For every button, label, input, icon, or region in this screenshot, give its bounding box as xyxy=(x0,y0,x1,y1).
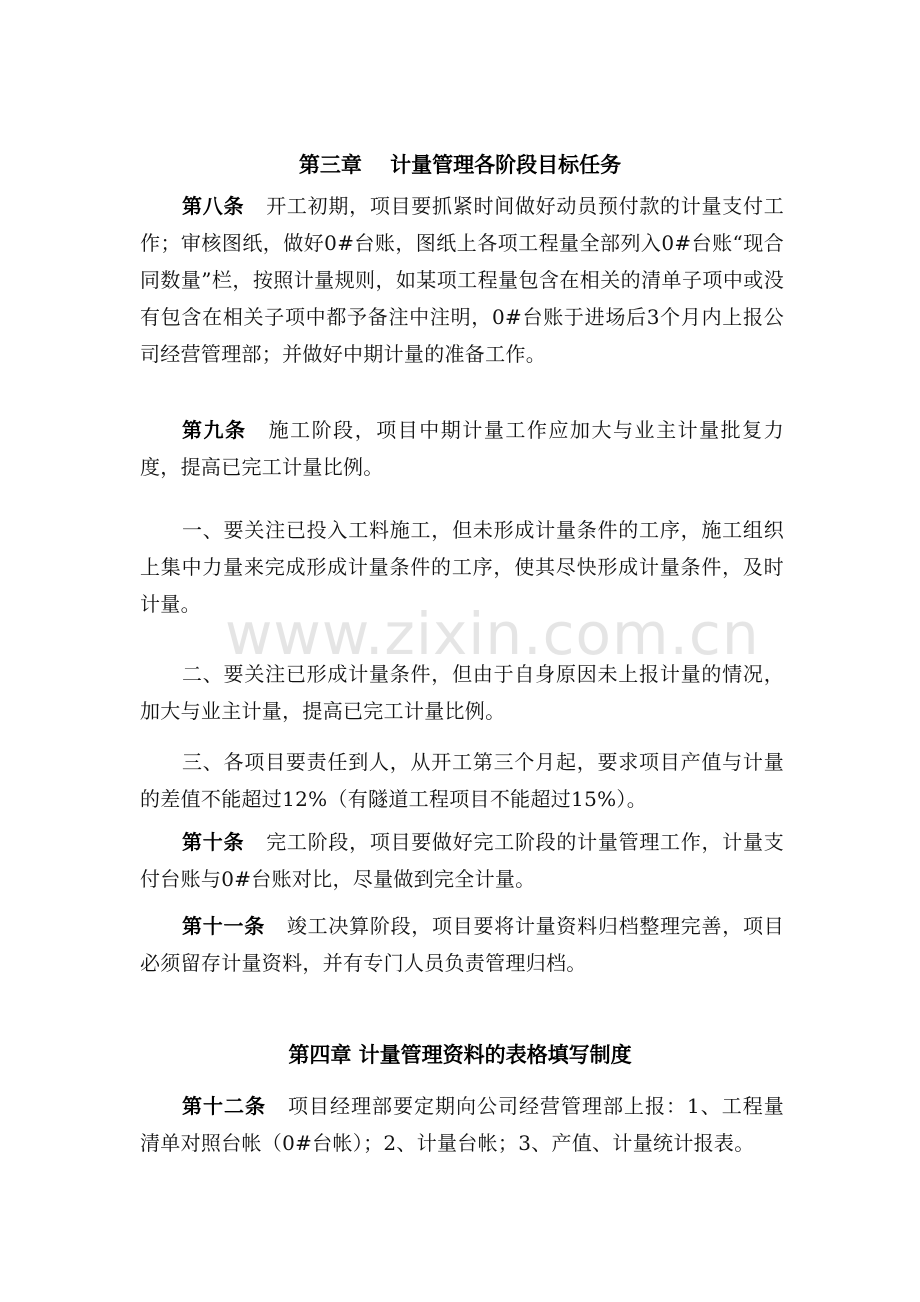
article-9 xyxy=(140,412,784,486)
watermark: www.zixin.com.cn xyxy=(225,600,760,668)
article-11 xyxy=(140,908,784,982)
article-9-item-2: 二、要关注已形成计量条件，但由于自身原因未上报计量的情况，加大与业主计量，提高已完工计量比例。 xyxy=(140,662,784,723)
chapter-4-heading: 第四章 计量管理资料的表格填写制度 xyxy=(288,1043,632,1067)
article-10-label: 第十条 xyxy=(182,830,245,854)
article-8-label: 第八条 xyxy=(182,194,245,218)
article-10-text: 完工阶段，项目要做好完工阶段的计量管理工作，计量支付台账与0#台账对比，尽量做到完全计量。 xyxy=(140,830,785,891)
article-11-text: 竣工决算阶段，项目要将计量资料归档整理完善，项目必须留存计量资料，并有专门人员负责管理归档。 xyxy=(140,914,784,975)
article-12 xyxy=(140,1088,784,1162)
article-8 xyxy=(140,188,784,373)
article-11-label: 第十一条 xyxy=(182,914,265,938)
article-12-label: 第十二条 xyxy=(182,1094,266,1118)
article-8-text: 开工初期，项目要抓紧时间做好动员预付款的计量支付工作；审核图纸，做好0#台账，图纸上各项工程量全部列入0#台账“现合同数量”栏，按照计量规则，如某项工程量包含在相关的清单子项中或没有包含在相关子项中都予备注中注明，0#台账于进场后3个月内上报公司经营管理部；并做好中期计量的准备工作。 xyxy=(140,194,785,366)
article-12-text: 项目经理部要定期向公司经营管理部上报：1、工程量清单对照台帐（0#台帐）；2、计量台帐；3、产值、计量统计报表。 xyxy=(140,1094,784,1155)
article-9-label: 第九条 xyxy=(182,418,247,442)
article-10 xyxy=(140,824,784,898)
article-9-item-1: 一、要关注已投入工料施工，但未形成计量条件的工序，施工组织上集中力量来完成形成计量条件的工序，使其尽快形成计量条件，及时计量。 xyxy=(140,518,784,616)
chapter-3-heading: 第三章 计量管理各阶段目标任务 xyxy=(298,153,622,177)
article-9-text: 施工阶段，项目中期计量工作应加大与业主计量批复力度，提高已完工计量比例。 xyxy=(140,418,785,479)
article-9-item-3: 三、各项目要责任到人，从开工第三个月起，要求项目产值与计量的差值不能超过12%（有隧道工程项目不能超过15%）。 xyxy=(140,750,784,811)
